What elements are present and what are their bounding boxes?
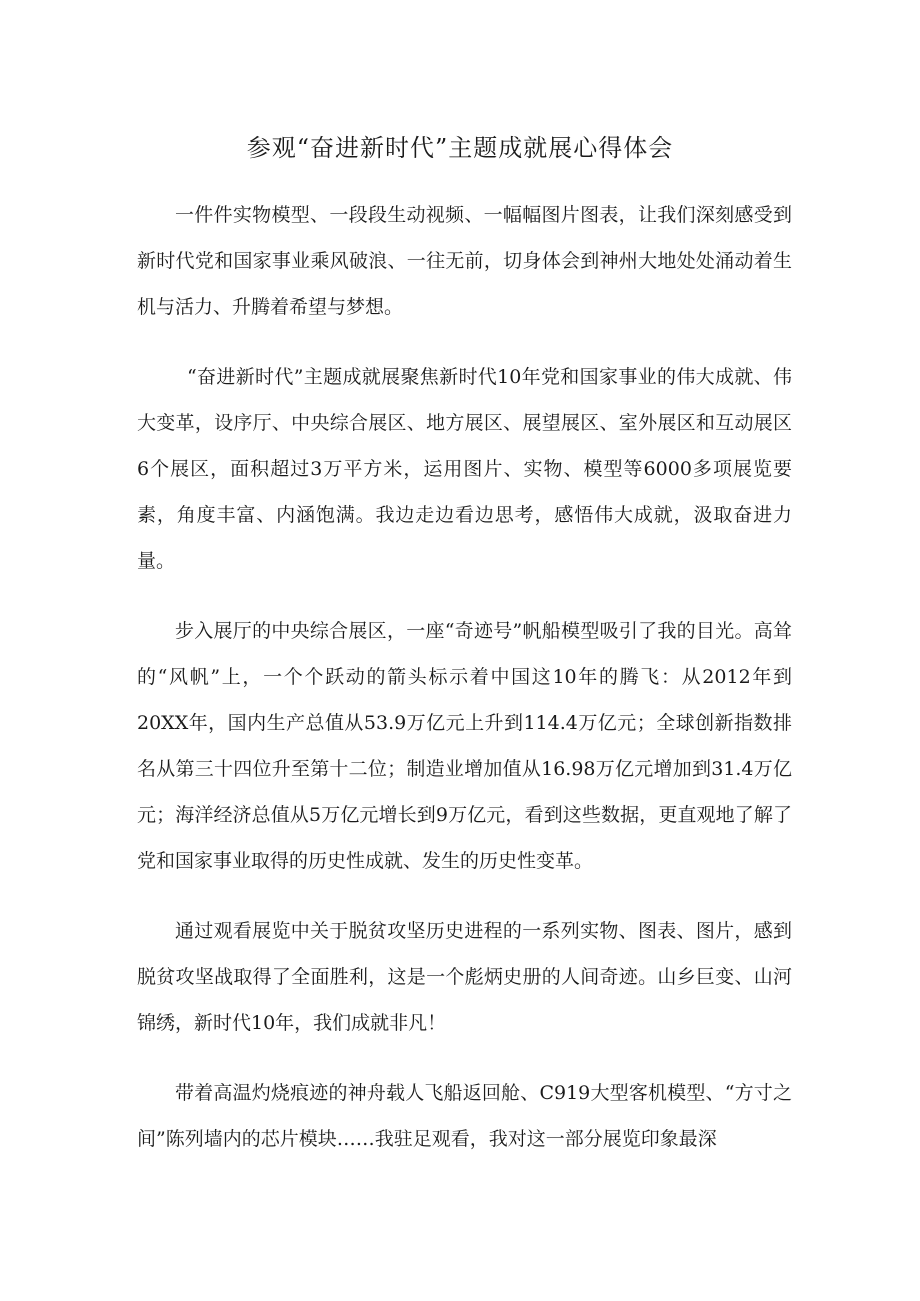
document-title: 参观“奋进新时代”主题成就展心得体会: [246, 134, 674, 162]
paragraph-5: 带着高温灼烧痕迹的神舟载人飞船返回舱、C919大型客机模型、“方寸之间”陈列墙内的芯片模块……我驻足观看，我对这一部分展览印象最深: [137, 1082, 792, 1150]
document-body: [137, 192, 792, 1186]
paragraph-2: “奋进新时代”主题成就展聚焦新时代10年党和国家事业的伟大成就、伟大变革，设序厅、中央综合展区、地方展区、展望展区、室外展区和互动展区6个展区，面积超过3万平方米，运用图片、实物、模型等6000多项展览要素，角度丰富、内涵饱满。我边走边看边思考，感悟伟大成就，汲取奋进力量。: [137, 366, 792, 572]
paragraph-3: 步入展厅的中央综合展区，一座“奇迹号”帆船模型吸引了我的目光。高耸的“风帆”上，一个个跃动的箭头标示着中国这10年的腾飞：从2012年到20XX年，国内生产总值从53.9万亿元上升到114.4万亿元；全球创新指数排名从第三十四位升至第十二位；制造业增加值从16.98万亿元增加到31.4万亿元；海洋经济总值从5万亿元增长到9万亿元，看到这些数据，更直观地了解了党和国家事业取得的历史性成就、发生的历史性变革。: [137, 620, 792, 872]
paragraph-4: 通过观看展览中关于脱贫攻坚历史进程的一系列实物、图表、图片，感到脱贫攻坚战取得了全面胜利，这是一个彪炳史册的人间奇迹。山乡巨变、山河锦绣，新时代10年，我们成就非凡！: [137, 920, 792, 1034]
paragraph-1: 一件件实物模型、一段段生动视频、一幅幅图片图表，让我们深刻感受到新时代党和国家事业乘风破浪、一往无前，切身体会到神州大地处处涌动着生机与活力、升腾着希望与梦想。: [137, 204, 792, 318]
